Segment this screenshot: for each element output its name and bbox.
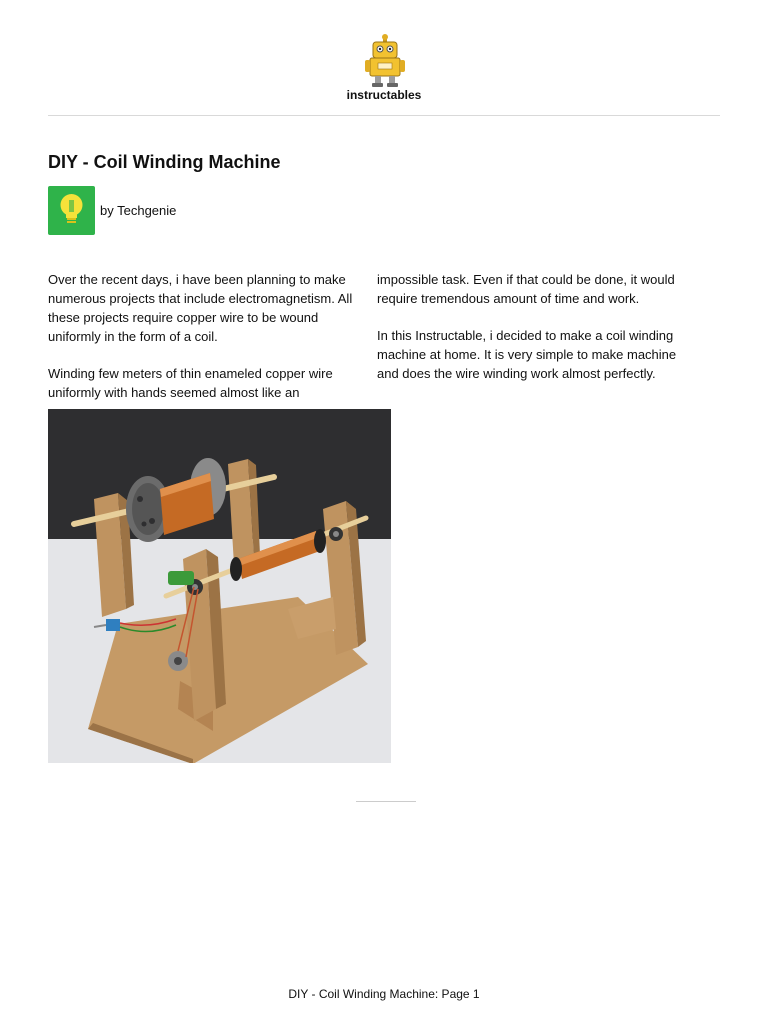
author-avatar[interactable] xyxy=(48,186,95,235)
instructables-robot-icon[interactable] xyxy=(362,34,408,88)
brand-name[interactable]: instructables xyxy=(346,88,422,102)
section-divider xyxy=(356,801,416,802)
paragraph: Over the recent days, i have been planning to make numerous projects that include electromagnetism. All these projects require copper wire to be wound uniformly in the form of a coil. xyxy=(48,272,353,344)
paragraph: Winding few meters of thin enameled copper wire uniformly with hands seemed almost like an xyxy=(48,366,333,400)
header-divider xyxy=(48,115,720,116)
author-byline[interactable]: by Techgenie xyxy=(100,203,177,218)
text-column-right xyxy=(377,270,697,401)
page-header xyxy=(0,0,768,116)
paragraph: impossible task. Even if that could be done, it would require tremendous amount of time and work. xyxy=(377,272,675,306)
lightbulb-icon xyxy=(48,186,95,235)
text-column-left xyxy=(48,270,368,420)
page-footer: DIY - Coil Winding Machine: Page 1 xyxy=(288,987,480,1001)
page-title: DIY - Coil Winding Machine xyxy=(48,152,281,172)
paragraph: In this Instructable, i decided to make a coil winding machine at home. It is very simple to make machine and does the wire winding work almost perfectly. xyxy=(377,328,677,381)
coil-winding-machine-photo xyxy=(48,409,391,763)
